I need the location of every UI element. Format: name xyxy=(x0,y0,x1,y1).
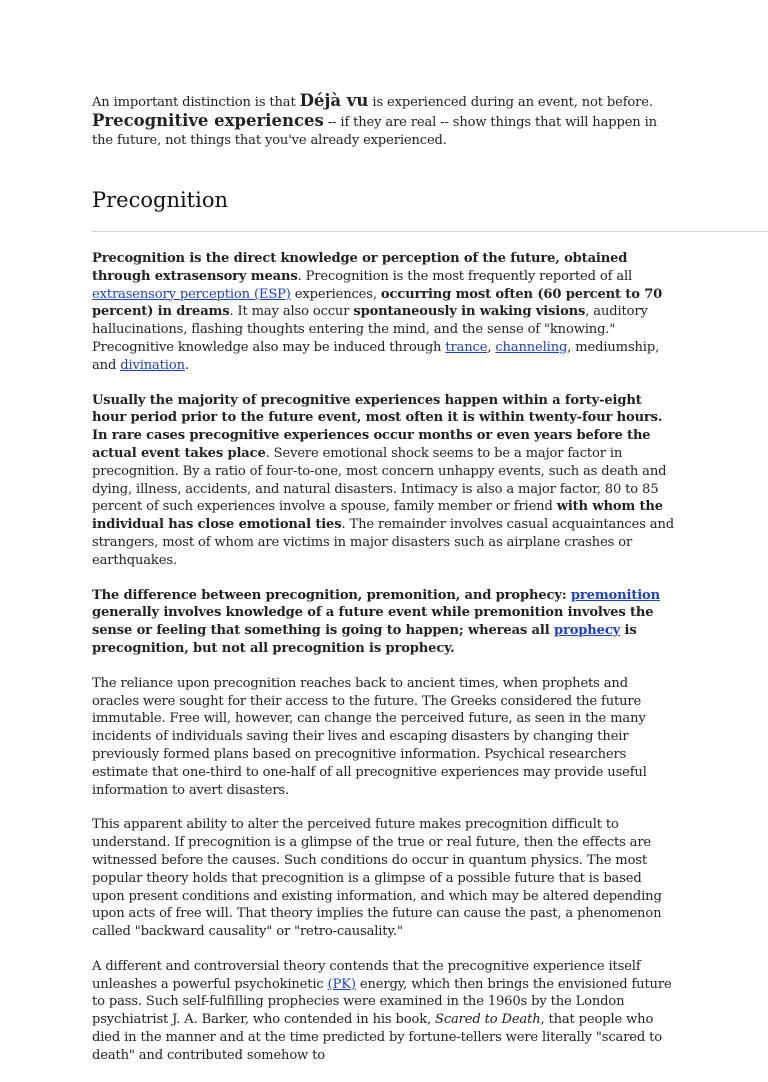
text-span: , xyxy=(487,339,496,355)
text-span: , auditory hallucinations, flashing thoughts entering the mind, and the sense of "knowing." Precognitive knowledge also may be induced through xyxy=(92,304,648,355)
article-body xyxy=(92,250,677,1082)
section-heading: Precognition xyxy=(92,188,229,212)
intro-text-1: An important distinction is that xyxy=(92,95,300,110)
intro-text-3: -- if they are real -- show things that will happen in the future, not things that you've already experienced. xyxy=(92,114,657,148)
link-label: prophecy xyxy=(553,623,621,639)
text-span: . The remainder involves casual acquaintances and strangers, most of whom are victims in major disasters such as airplane crashes or earthquakes. xyxy=(92,517,674,568)
text-span: energy, which then brings the envisioned future to pass. Such self-fulfilling prophecies were examined in the 1960s by the London psychiatrist J. A. Barker, who contended in his book, xyxy=(92,976,672,1028)
bold-span: generally involves knowledge of a future event while premonition involves the sense or feeling that something is going to happen; whereas all xyxy=(92,605,654,639)
precognitive-experiences-term: Precognitive experiences xyxy=(92,110,324,130)
bold-span: occurring most often (60 percent to 70 percent) in dreams xyxy=(92,286,663,320)
book-title: Scared to Death xyxy=(435,1012,541,1028)
link-pk[interactable]: (PK) xyxy=(327,976,356,992)
link-channeling[interactable]: channeling xyxy=(495,339,568,355)
paragraph-psychokinetic xyxy=(92,958,677,1065)
text-span: , that people who died in the manner and at the time predicted by fortune-tellers were literally "scared to death" and contributed somehow to xyxy=(92,1012,663,1063)
bold-span: with whom the individual has close emotional ties xyxy=(92,499,663,533)
text-span: . Precognition is the most frequently reported of all xyxy=(297,268,633,284)
paragraph-history: The reliance upon precognition reaches back to ancient times, when prophets and oracles were sought for their access to the future. The Greeks considered the future immutable. Free will, however, can change the perceived future, as seen in the many incidents of individuals saving their lives and escaping disasters by changing their previously formed plans based on precognitive information. Psychical researchers estimate that one-third to one-half of all precognitive experiences may provide useful information to avert disasters. xyxy=(92,675,647,798)
text-span: . xyxy=(184,357,189,373)
paragraph-timing xyxy=(92,392,677,570)
deja-vu-term: Déjà vu xyxy=(299,91,369,110)
heading-divider xyxy=(92,231,768,232)
paragraph-theory: This apparent ability to alter the perceived future makes precognition difficult to understand. If precognition is a glimpse of the true or real future, then the effects are witnessed before the causes. Such conditions do occur in quantum physics. The most popular theory holds that precognition is a glimpse of a possible future that is based upon present conditions and existing information, and which may be altered depending upon acts of free will. That theory implies the future can cause the past, a phenomenon called "backward causality" or "retro-causality." xyxy=(92,817,662,940)
text-span: , mediumship, and xyxy=(92,339,660,373)
text-span: experiences, xyxy=(290,286,381,302)
paragraph-difference xyxy=(92,587,677,658)
intro-text-2: is experienced during an event, not before. xyxy=(368,95,653,110)
link-extrasensory-perception[interactable]: extrasensory perception (ESP) xyxy=(92,286,291,302)
text-span: A different and controversial theory contends that the precognitive experience itself unleashes a powerful psychokinetic xyxy=(92,958,641,992)
paragraph-definition xyxy=(92,250,677,375)
bold-span: spontaneously in waking visions xyxy=(353,304,586,320)
link-label: premonition xyxy=(570,587,661,603)
link-prophecy[interactable] xyxy=(554,623,620,638)
text-span: . Severe emotional shock seems to be a major factor in precognition. By a ratio of four-to-one, most concern unhappy events, such as death and dying, illness, accidents, and natural disasters. Intimacy is also a major factor, 80 to 85 percent of such experiences involve a spouse, family member or friend xyxy=(92,445,667,515)
link-trance[interactable]: trance xyxy=(445,339,488,355)
link-divination[interactable]: divination xyxy=(120,357,185,373)
bold-span: is precognition, but not all precognition is prophecy. xyxy=(92,623,637,656)
intro-paragraph xyxy=(92,92,677,149)
bold-span: The difference between precognition, premonition, and prophecy: xyxy=(92,587,571,603)
bold-span: Usually the majority of precognitive experiences happen within a forty-eight hour period prior to the future event, most often it is within twenty-four hours. In rare cases precognitive experiences occur months or even years before the actual event takes place xyxy=(92,392,663,461)
definition-bold: Precognition is the direct knowledge or perception of the future, obtained through extrasensory means xyxy=(92,251,628,284)
text-span: . It may also occur xyxy=(229,304,354,320)
link-premonition[interactable] xyxy=(571,588,660,603)
